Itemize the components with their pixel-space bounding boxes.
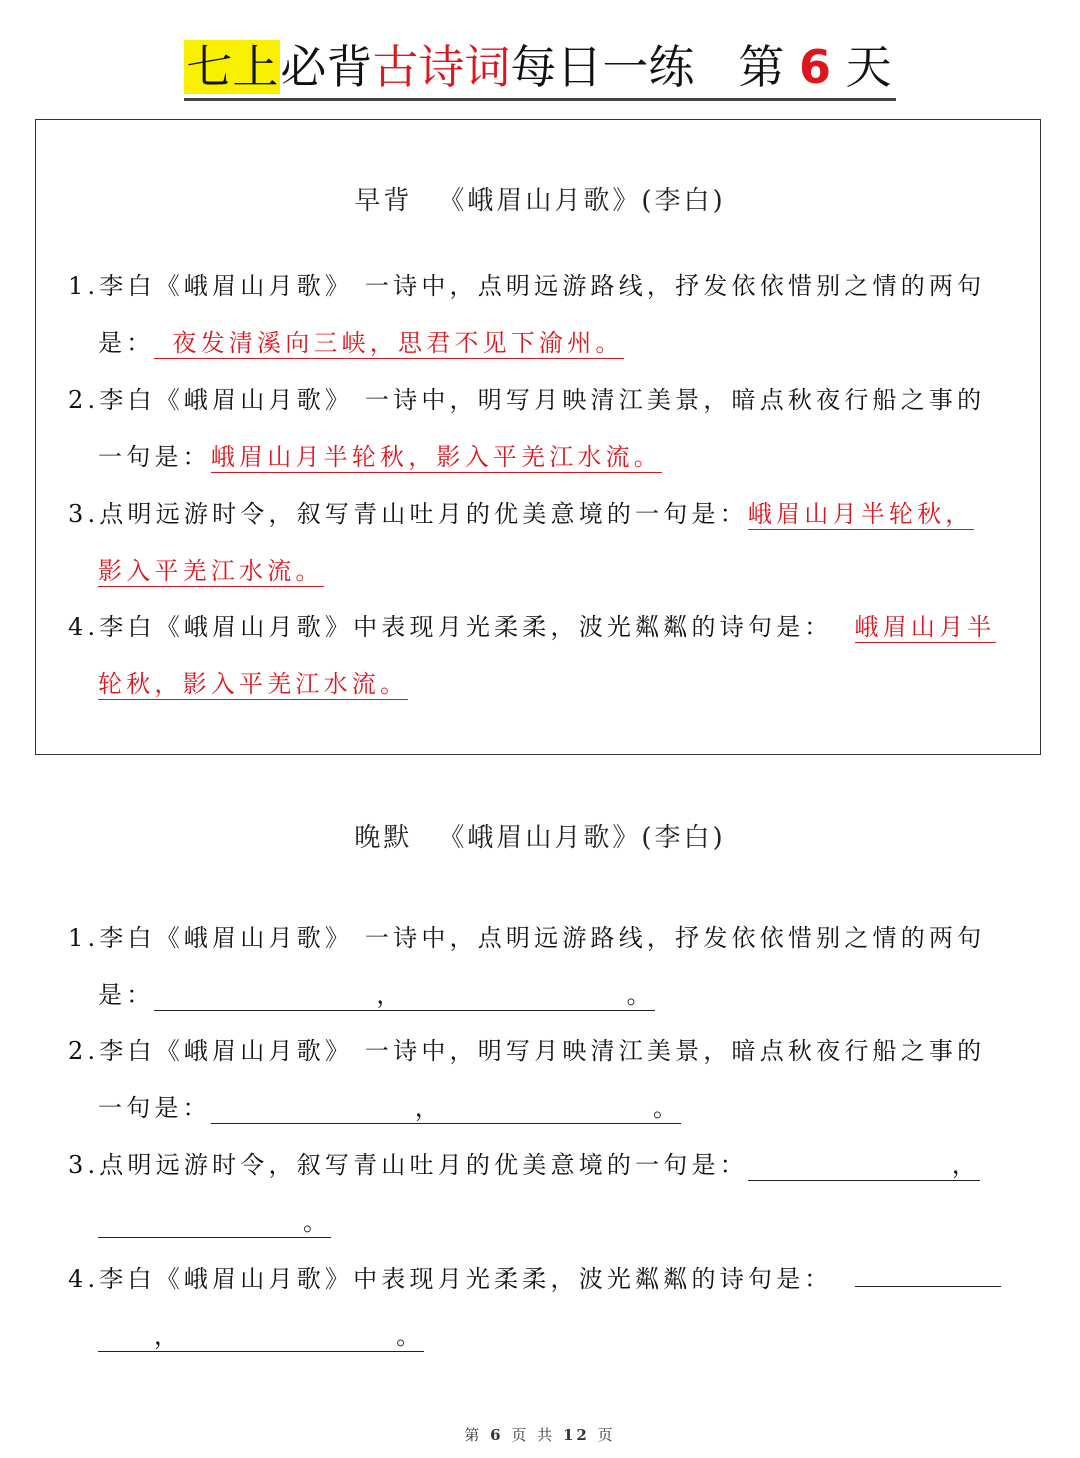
title-grade: 七上 [186,40,279,94]
title-day-number: 6 [798,40,831,94]
evening-q2-comma: ， [414,1094,444,1122]
morning-q2-line1: 2.李白《峨眉山月歌》 一诗中，明写月映清江美景，暗点秋夜行船之事的 [68,386,986,414]
evening-q1-prefix: 是： [98,981,155,1009]
evening-q3-blank-b[interactable] [98,1202,331,1238]
morning-q4-answer-b: 轮秋，影入平羌江水流。 [98,670,409,698]
morning-q1-answer: 夜发清溪向三峡，思君不见下渝州。 [154,329,623,359]
page-footer [0,1424,1080,1445]
evening-q3-question: 3.点明远游时令，叙写青山吐月的优美意境的一句是： [68,1151,748,1179]
morning-q2-answer: 峨眉山月半轮秋，影入平羌江水流。 [210,443,663,471]
morning-q4-line1 [68,607,996,642]
evening-q1-line2 [98,975,655,1011]
morning-heading-poem: 《峨眉山月歌》(李白) [438,186,726,216]
morning-q2-line2 [98,437,662,472]
morning-q4-answer-a: 峨眉山月半 [854,613,996,641]
evening-q4-period: 。 [396,1322,425,1350]
evening-q4-comma: ， [154,1322,183,1350]
evening-q3-line2 [98,1202,331,1238]
title-di: 第 [738,40,785,94]
morning-q1-prefix: 是： [98,329,155,357]
title-must: 必背 [280,40,373,94]
morning-q1-line2 [98,323,624,358]
evening-heading-label: 晚默 [354,823,413,853]
morning-q3-answer-a: 峨眉山月半轮秋， [747,500,974,528]
title-poetry: 古诗词 [372,40,511,94]
evening-heading-poem: 《峨眉山月歌》(李白) [438,823,726,853]
footer-pre: 第 [464,1426,483,1444]
footer-page-number: 6 [490,1426,504,1444]
footer-total-pages: 12 [562,1426,590,1444]
morning-q3-line1 [68,494,974,529]
morning-heading-label: 早背 [354,186,413,216]
evening-q2-line1: 2.李白《峨眉山月歌》 一诗中，明写月映清江美景，暗点秋夜行船之事的 [68,1037,986,1065]
title-daily: 每日一练 [510,40,695,94]
evening-q2-period: 。 [653,1094,682,1122]
evening-q4-line1 [68,1259,1001,1294]
evening-q3-period: 。 [303,1208,332,1236]
morning-q3-question: 3.点明远游时令，叙写青山吐月的优美意境的一句是： [68,500,748,528]
footer-mid: 页 共 [511,1426,556,1444]
footer-post: 页 [597,1426,616,1444]
evening-q2-line2 [98,1088,681,1124]
evening-q4-question: 4.李白《峨眉山月歌》中表现月光柔柔，波光粼粼的诗句是： [68,1265,833,1293]
morning-heading [0,180,1080,217]
evening-q3-blank-a[interactable] [748,1145,980,1181]
title-tian: 天 [845,40,892,94]
evening-heading [0,817,1080,854]
morning-q3-line2 [98,551,324,586]
morning-q4-line2 [98,664,408,699]
morning-q1-line1: 1.李白《峨眉山月歌》 一诗中，点明远游路线，抒发依依惜别之情的两句 [68,272,986,300]
evening-q1-comma: ， [376,981,405,1009]
evening-q4-line2 [98,1316,424,1352]
evening-q1-blank[interactable] [154,975,654,1011]
title-text [184,36,895,101]
evening-q3-comma: ， [951,1151,981,1179]
evening-q3-line1 [68,1145,980,1181]
morning-q4-question: 4.李白《峨眉山月歌》中表现月光柔柔，波光粼粼的诗句是： [68,613,833,641]
evening-q1-period: 。 [626,981,655,1009]
evening-q1-line1: 1.李白《峨眉山月歌》 一诗中，点明远游路线，抒发依依惜别之情的两句 [68,924,986,952]
evening-q4-blank-a[interactable] [855,1262,1001,1287]
evening-q2-blank[interactable] [211,1088,681,1124]
page-title [0,36,1080,101]
evening-q2-prefix: 一句是： [98,1094,211,1122]
morning-q2-prefix: 一句是： [98,443,211,471]
evening-q4-blank-b[interactable] [98,1316,424,1352]
morning-q3-answer-b: 影入平羌江水流。 [98,557,324,585]
